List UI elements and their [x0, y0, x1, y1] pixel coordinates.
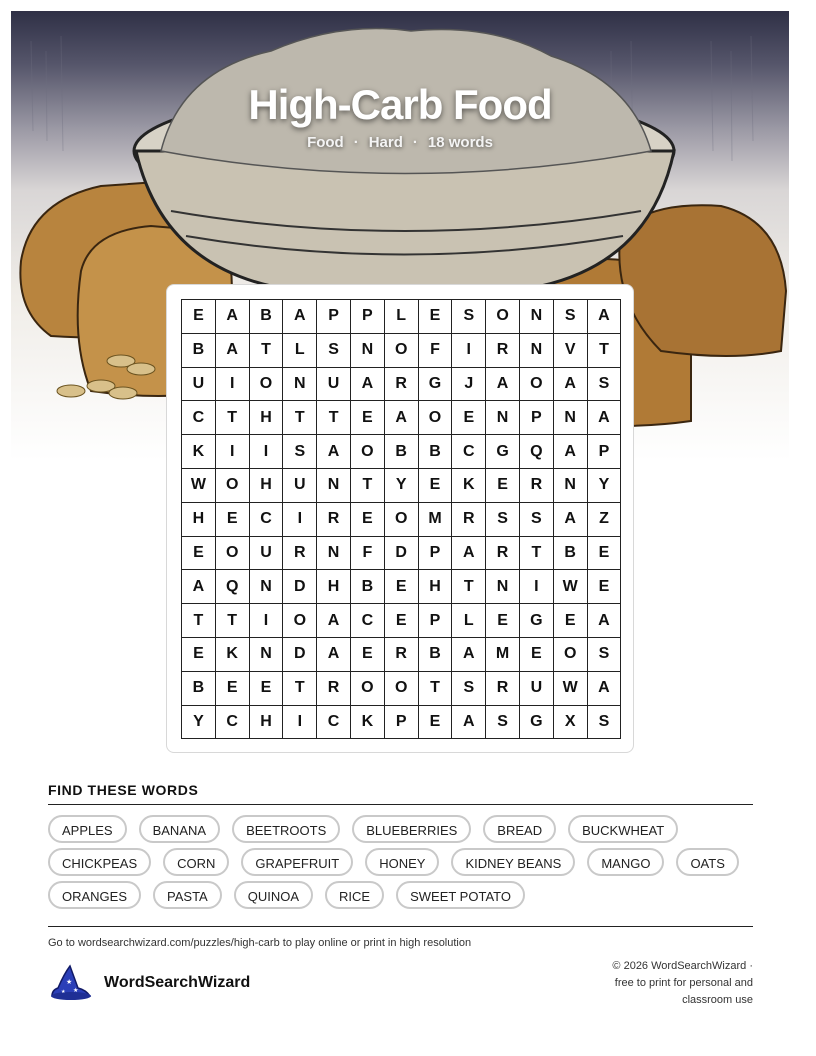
grid-cell[interactable]: C	[250, 503, 284, 537]
grid-cell[interactable]: B	[182, 672, 216, 706]
grid-cell[interactable]: O	[520, 368, 554, 402]
grid-cell[interactable]: S	[486, 706, 520, 740]
grid-cell[interactable]: R	[486, 334, 520, 368]
grid-cell[interactable]: K	[216, 638, 250, 672]
svg-text:★: ★	[66, 979, 73, 986]
grid-cell[interactable]: L	[385, 300, 419, 334]
letter-grid	[181, 299, 621, 739]
grid-cell[interactable]: O	[216, 537, 250, 571]
grid-cell[interactable]: A	[452, 706, 486, 740]
grid-cell[interactable]: I	[283, 706, 317, 740]
grid-cell[interactable]: O	[385, 503, 419, 537]
word-chip[interactable]: GRAPEFRUIT	[241, 848, 353, 876]
word-chip[interactable]: BLUEBERRIES	[352, 815, 471, 843]
word-chip[interactable]: MANGO	[587, 848, 664, 876]
grid-cell[interactable]: E	[216, 672, 250, 706]
grid-cell[interactable]: U	[182, 368, 216, 402]
grid-cell[interactable]: H	[250, 401, 284, 435]
grid-cell[interactable]: A	[317, 638, 351, 672]
grid-cell[interactable]: C	[216, 706, 250, 740]
copyright-line: free to print for personal and	[614, 977, 753, 989]
grid-cell[interactable]: A	[588, 604, 622, 638]
grid-cell[interactable]: E	[351, 638, 385, 672]
grid-cell[interactable]: A	[317, 604, 351, 638]
grid-cell[interactable]: W	[554, 570, 588, 604]
grid-cell[interactable]: B	[419, 435, 453, 469]
grid-cell[interactable]: L	[452, 604, 486, 638]
grid-cell[interactable]: E	[351, 401, 385, 435]
word-chip[interactable]: KIDNEY BEANS	[451, 848, 575, 876]
grid-cell[interactable]: O	[385, 672, 419, 706]
word-count-label: 18 words	[427, 134, 493, 151]
grid-cell[interactable]: V	[554, 334, 588, 368]
grid-cell[interactable]: N	[351, 334, 385, 368]
grid-cell[interactable]: K	[351, 706, 385, 740]
grid-cell[interactable]: S	[588, 706, 622, 740]
copyright-line: © 2026 WordSearchWizard ·	[612, 960, 753, 972]
grid-cell[interactable]: R	[486, 672, 520, 706]
grid-cell[interactable]: G	[520, 706, 554, 740]
grid-cell[interactable]: C	[351, 604, 385, 638]
grid-cell[interactable]: T	[283, 672, 317, 706]
grid-cell[interactable]: R	[452, 503, 486, 537]
grid-cell[interactable]: A	[486, 368, 520, 402]
grid-cell[interactable]: T	[283, 401, 317, 435]
word-chip[interactable]: BANANA	[139, 815, 220, 843]
grid-cell[interactable]: P	[385, 706, 419, 740]
word-row	[48, 848, 758, 876]
grid-cell[interactable]: N	[317, 537, 351, 571]
grid-cell[interactable]: N	[520, 300, 554, 334]
grid-cell[interactable]: H	[182, 503, 216, 537]
word-row	[48, 881, 758, 909]
grid-cell[interactable]: E	[182, 537, 216, 571]
grid-cell[interactable]: A	[216, 334, 250, 368]
word-chip[interactable]: RICE	[325, 881, 384, 909]
word-chip[interactable]: BREAD	[483, 815, 556, 843]
brand-name: WordSearchWizard	[104, 974, 251, 991]
grid-cell[interactable]: E	[250, 672, 284, 706]
grid-cell[interactable]: E	[419, 469, 453, 503]
grid-cell[interactable]: O	[250, 368, 284, 402]
grid-cell[interactable]: E	[385, 604, 419, 638]
grid-cell[interactable]: N	[250, 570, 284, 604]
grid-cell[interactable]: W	[554, 672, 588, 706]
grid-cell[interactable]: H	[419, 570, 453, 604]
grid-cell[interactable]: R	[317, 672, 351, 706]
grid-cell[interactable]: E	[419, 706, 453, 740]
grid-cell[interactable]: A	[588, 401, 622, 435]
grid-cell[interactable]: I	[452, 334, 486, 368]
grid-cell[interactable]: T	[588, 334, 622, 368]
grid-cell[interactable]: A	[554, 503, 588, 537]
grid-cell[interactable]: T	[520, 537, 554, 571]
grid-cell[interactable]: A	[182, 570, 216, 604]
grid-cell[interactable]: R	[317, 503, 351, 537]
grid-cell[interactable]: A	[554, 435, 588, 469]
word-list	[48, 815, 758, 914]
grid-cell[interactable]: A	[317, 435, 351, 469]
grid-cell[interactable]: G	[486, 435, 520, 469]
puzzle-meta	[11, 134, 789, 151]
grid-cell[interactable]: E	[182, 300, 216, 334]
grid-cell[interactable]: Y	[385, 469, 419, 503]
grid-cell[interactable]: S	[554, 300, 588, 334]
footer-url-note: Go to wordsearchwizard.com/puzzles/high-carb to play online or print in high resolution	[48, 937, 472, 949]
grid-cell[interactable]: G	[520, 604, 554, 638]
grid-cell[interactable]: A	[588, 672, 622, 706]
grid-cell[interactable]: T	[351, 469, 385, 503]
grid-cell[interactable]: N	[486, 570, 520, 604]
grid-cell[interactable]: E	[351, 503, 385, 537]
grid-cell[interactable]: N	[283, 368, 317, 402]
grid-cell[interactable]: H	[317, 570, 351, 604]
grid-cell[interactable]: N	[554, 401, 588, 435]
grid-cell[interactable]: Q	[520, 435, 554, 469]
word-chip[interactable]: HONEY	[365, 848, 439, 876]
grid-cell[interactable]: I	[216, 435, 250, 469]
word-chip[interactable]: PASTA	[153, 881, 222, 909]
category-label: Food	[307, 134, 344, 151]
wizard-hat-icon	[48, 964, 92, 1002]
grid-cell[interactable]: E	[486, 469, 520, 503]
brand[interactable]	[48, 964, 250, 1002]
grid-cell[interactable]: M	[486, 638, 520, 672]
grid-cell[interactable]: B	[554, 537, 588, 571]
grid-cell[interactable]: S	[520, 503, 554, 537]
word-chip[interactable]: CORN	[163, 848, 229, 876]
grid-cell[interactable]: K	[452, 469, 486, 503]
grid-cell[interactable]: I	[520, 570, 554, 604]
grid-cell[interactable]: A	[216, 300, 250, 334]
grid-cell[interactable]: N	[486, 401, 520, 435]
grid-cell[interactable]: T	[216, 401, 250, 435]
word-chip[interactable]: BEETROOTS	[232, 815, 340, 843]
grid-cell[interactable]: H	[250, 706, 284, 740]
grid-cell[interactable]: B	[182, 334, 216, 368]
grid-cell[interactable]: X	[554, 706, 588, 740]
separator-dot: ·	[353, 134, 359, 151]
divider	[48, 926, 753, 927]
page-title: High-Carb Food	[248, 81, 552, 128]
grid-cell[interactable]: H	[250, 469, 284, 503]
grid-cell[interactable]: N	[317, 469, 351, 503]
grid-cell[interactable]: D	[385, 537, 419, 571]
grid-cell[interactable]: C	[182, 401, 216, 435]
grid-cell[interactable]: I	[283, 503, 317, 537]
grid-cell[interactable]: P	[351, 300, 385, 334]
grid-cell[interactable]: E	[452, 401, 486, 435]
word-chip[interactable]: QUINOA	[234, 881, 313, 909]
grid-cell[interactable]: S	[486, 503, 520, 537]
grid-cell[interactable]: E	[588, 570, 622, 604]
grid-cell[interactable]: N	[520, 334, 554, 368]
grid-cell[interactable]: I	[250, 435, 284, 469]
grid-cell[interactable]: N	[250, 638, 284, 672]
grid-cell[interactable]: A	[452, 537, 486, 571]
grid-cell[interactable]: B	[250, 300, 284, 334]
grid-cell[interactable]: A	[283, 300, 317, 334]
find-words-heading: FIND THESE WORDS	[48, 782, 199, 798]
grid-cell[interactable]: G	[419, 368, 453, 402]
grid-cell[interactable]: E	[588, 537, 622, 571]
word-chip[interactable]: ORANGES	[48, 881, 141, 909]
grid-cell[interactable]: U	[250, 537, 284, 571]
grid-cell[interactable]: W	[182, 469, 216, 503]
grid-cell[interactable]: P	[419, 537, 453, 571]
grid-cell[interactable]: I	[250, 604, 284, 638]
grid-cell[interactable]: F	[351, 537, 385, 571]
word-row	[48, 815, 758, 843]
grid-cell[interactable]: L	[283, 334, 317, 368]
svg-text:★: ★	[73, 988, 79, 994]
grid-cell[interactable]: A	[452, 638, 486, 672]
divider	[48, 804, 753, 805]
grid-cell[interactable]: R	[283, 537, 317, 571]
word-chip[interactable]: BUCKWHEAT	[568, 815, 678, 843]
grid-cell[interactable]: O	[486, 300, 520, 334]
grid-cell[interactable]: C	[317, 706, 351, 740]
grid-cell[interactable]: A	[554, 368, 588, 402]
grid-cell[interactable]: S	[317, 334, 351, 368]
grid-cell[interactable]: E	[419, 300, 453, 334]
grid-cell[interactable]: C	[452, 435, 486, 469]
grid-cell[interactable]: O	[283, 604, 317, 638]
grid-cell[interactable]: O	[419, 401, 453, 435]
grid-cell[interactable]: Q	[216, 570, 250, 604]
grid-cell[interactable]: B	[351, 570, 385, 604]
separator-dot: ·	[412, 134, 418, 151]
grid-cell[interactable]: B	[419, 638, 453, 672]
grid-cell[interactable]: E	[486, 604, 520, 638]
grid-cell[interactable]: E	[385, 570, 419, 604]
grid-cell[interactable]: R	[520, 469, 554, 503]
grid-cell[interactable]: U	[520, 672, 554, 706]
grid-cell[interactable]: I	[216, 368, 250, 402]
grid-cell[interactable]: Y	[182, 706, 216, 740]
grid-cell[interactable]: E	[554, 604, 588, 638]
grid-cell[interactable]: T	[250, 334, 284, 368]
grid-cell[interactable]: Z	[588, 503, 622, 537]
grid-cell[interactable]: E	[216, 503, 250, 537]
difficulty-label: Hard	[368, 134, 403, 151]
grid-cell[interactable]: T	[419, 672, 453, 706]
grid-cell[interactable]: A	[385, 401, 419, 435]
grid-cell[interactable]: S	[283, 435, 317, 469]
grid-cell[interactable]: Y	[588, 469, 622, 503]
grid-cell[interactable]: P	[588, 435, 622, 469]
grid-cell[interactable]: A	[588, 300, 622, 334]
copyright-line: classroom use	[682, 994, 753, 1006]
grid-cell[interactable]: T	[317, 401, 351, 435]
grid-cell[interactable]: P	[317, 300, 351, 334]
grid-cell[interactable]: T	[452, 570, 486, 604]
grid-cell[interactable]: R	[486, 537, 520, 571]
grid-cell[interactable]: U	[317, 368, 351, 402]
grid-cell[interactable]: S	[588, 638, 622, 672]
word-chip[interactable]: OATS	[676, 848, 738, 876]
grid-cell[interactable]: S	[452, 672, 486, 706]
grid-cell[interactable]: A	[351, 368, 385, 402]
grid-cell[interactable]: E	[520, 638, 554, 672]
grid-cell[interactable]: T	[216, 604, 250, 638]
grid-cell[interactable]: E	[182, 638, 216, 672]
grid-cell[interactable]: O	[351, 672, 385, 706]
word-chip[interactable]: CHICKPEAS	[48, 848, 151, 876]
grid-cell[interactable]: O	[216, 469, 250, 503]
grid-cell[interactable]: P	[419, 604, 453, 638]
grid-cell[interactable]: O	[351, 435, 385, 469]
grid-cell[interactable]: R	[385, 638, 419, 672]
copyright-note	[583, 958, 753, 1009]
grid-cell[interactable]: K	[182, 435, 216, 469]
grid-cell[interactable]: S	[452, 300, 486, 334]
grid-cell[interactable]: R	[385, 368, 419, 402]
grid-cell[interactable]: T	[182, 604, 216, 638]
svg-text:★: ★	[61, 989, 66, 995]
grid-cell[interactable]: B	[385, 435, 419, 469]
grid-cell[interactable]: M	[419, 503, 453, 537]
grid-cell[interactable]: O	[554, 638, 588, 672]
grid-cell[interactable]: U	[283, 469, 317, 503]
grid-cell[interactable]: J	[452, 368, 486, 402]
grid-cell[interactable]: P	[520, 401, 554, 435]
word-chip[interactable]: SWEET POTATO	[396, 881, 525, 909]
grid-cell[interactable]: S	[588, 368, 622, 402]
grid-cell[interactable]: D	[283, 570, 317, 604]
grid-cell[interactable]: D	[283, 638, 317, 672]
grid-cell[interactable]: N	[554, 469, 588, 503]
grid-cell[interactable]: F	[419, 334, 453, 368]
grid-cell[interactable]: O	[385, 334, 419, 368]
word-chip[interactable]: APPLES	[48, 815, 127, 843]
